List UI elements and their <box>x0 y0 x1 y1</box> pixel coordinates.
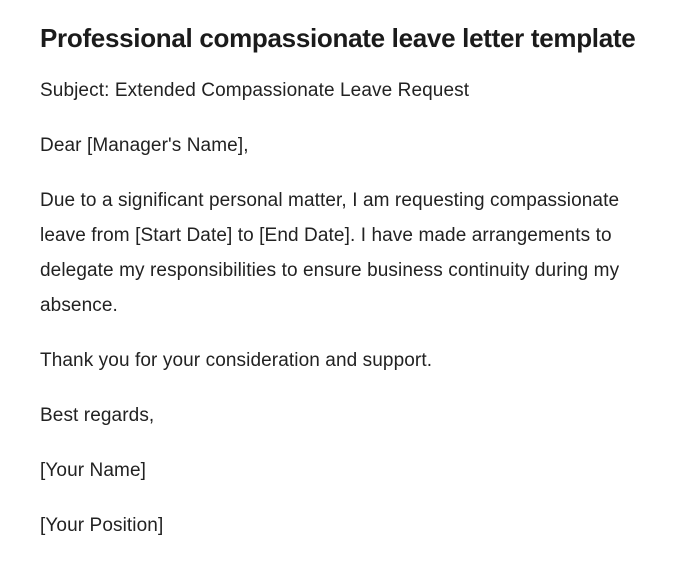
salutation-line: Dear [Manager's Name], <box>40 135 249 156</box>
page-title: Professional compassionate leave letter template <box>40 23 636 53</box>
subject-line: Subject: Extended Compassionate Leave Request <box>40 80 470 101</box>
sign-off-line: Best regards, <box>40 405 155 426</box>
body-paragraph: Due to a significant personal matter, I am requesting compassionate leave from [Start Date] to [End Date]. I have made arrangements to delegate my responsibilities to ensure business continuity during my absence. <box>40 190 620 316</box>
sender-position-placeholder: [Your Position] <box>40 515 164 536</box>
thanks-line: Thank you for your consideration and support. <box>40 350 433 371</box>
sender-name-placeholder: [Your Name] <box>40 460 147 481</box>
